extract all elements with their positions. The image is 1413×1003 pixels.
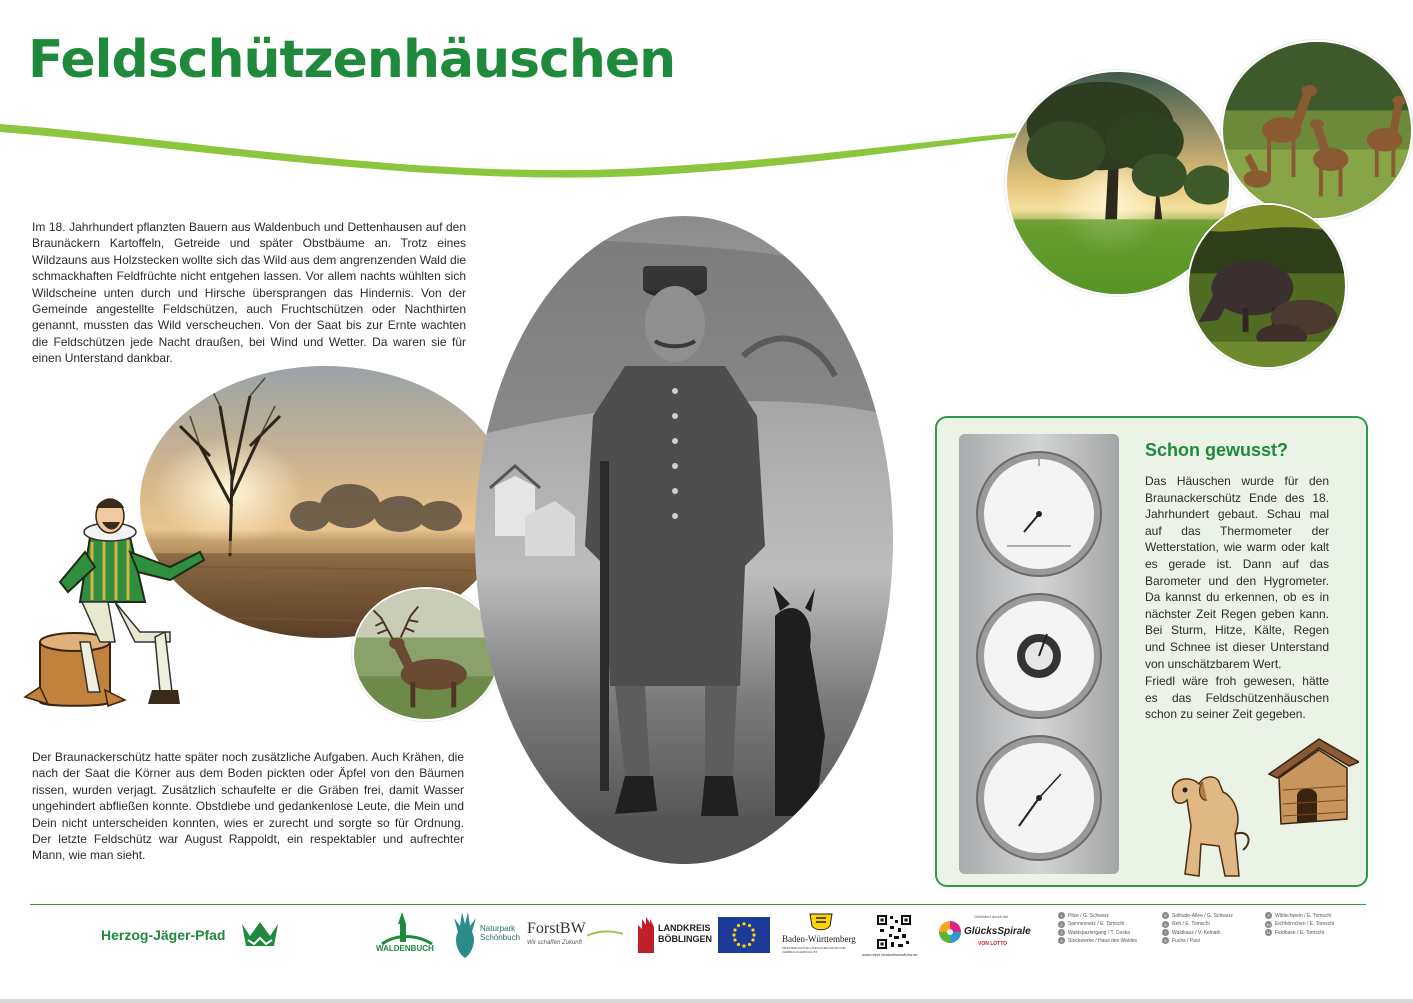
landkreis-boeblingen-logo [636, 915, 712, 955]
gluecksspirale-logo [938, 914, 1031, 954]
red-stag-photo [352, 587, 500, 721]
naturpark-logo-text-1: Naturpark [480, 924, 516, 933]
weather-station-photo [959, 434, 1119, 874]
duke-illustration [20, 492, 216, 712]
forstbw-logo [527, 920, 627, 952]
credit-item: 8 Fuchs / Paul [1162, 937, 1233, 945]
qr-code-logo [862, 914, 932, 960]
credit-item: 5 Solitude-Allee / G. Schwarz [1162, 912, 1233, 920]
landkreis-logo-text-2: BÖBLINGEN [658, 934, 712, 944]
naturpark-logo [450, 908, 530, 958]
bw-logo-subtext: MINISTERIUM FÜR LÄNDLICHEN RAUM UND VERBRAUCHERSCHUTZ [782, 946, 846, 954]
gluecksspirale-sub: VON LOTTO [978, 941, 1008, 947]
waldenbuch-logo-text: WALDENBUCH [376, 944, 434, 953]
credit-item: 4 Stockwerke / Haus des Waldes [1058, 937, 1137, 945]
gluecksspirale-text: GlücksSpirale [964, 926, 1031, 937]
credit-item: 10 Eichhörnchen / E. Tomschi [1266, 921, 1335, 928]
footer-divider [30, 904, 1366, 905]
bw-logo-text: Baden-Württemberg [782, 934, 856, 944]
bottom-edge-bar [0, 999, 1413, 1003]
did-you-know-box [935, 416, 1368, 887]
intro-paragraph: Im 18. Jahrhundert pflanzten Bauern aus Waldenbuch und Dettenhausen auf den Braunäckern Kartoffeln, Getreide und später Obstbäume an. Trotz eines Wildzauns aus Holzstecken wollte sich das Wild aus dem angrenzenden Wald die schmackhaften Feldfrüchte nicht entgehen lassen. Vor allem nachts wühlten sich Wildscheine unten durch und Hirsche übersprangen das Hindernis. Von der Gemeinde angestellte Feldschützen, auch Fruchtschützen oder Nachthirten genannt, mussten das Wild verscheuchen. Von der Saat bis zur Ernte wachten die Feldschützen jede Nacht draußen, bei Wind und Wetter. Da waren sie für einen Unterstand dankbar. [32, 220, 466, 366]
box-text-friedl: Friedl wäre froh gewesen, hätte es das Feldschützenhäuschen schon zu seiner Zeit gegeben. [1145, 674, 1329, 722]
forstbw-tagline: Wir schaffen Zukunft [527, 940, 582, 946]
credit-item: 7 Waldkauz / V. Kelnath [1162, 929, 1233, 937]
mepl-url: www.mepl.landwirtschaft-bw.de [862, 952, 918, 957]
naturpark-logo-text-2: Schönbuch [480, 933, 521, 942]
barometer-dial [977, 594, 1101, 718]
baden-wuerttemberg-logo [780, 912, 862, 958]
deer-family-photo [1221, 40, 1413, 220]
photo-credits-col-1 [1058, 912, 1137, 946]
hygrometer-dial [977, 736, 1101, 860]
photo-credits-col-3 [1265, 912, 1334, 937]
gluecksspirale-top: Gefördert durch die [974, 914, 1009, 919]
photo-credits-col-2 [1162, 912, 1233, 946]
box-title: Schon gewusst? [1145, 440, 1289, 460]
landkreis-logo-text-1: LANDKREIS [658, 923, 711, 933]
forstbw-logo-text: ForstBW [527, 920, 586, 937]
wild-boar-photo [1187, 203, 1347, 369]
dog-and-doghouse-illustration [1169, 734, 1359, 884]
waldenbuch-logo [372, 910, 440, 958]
second-paragraph: Der Braunackerschütz hatte später noch zusätzliche Aufgaben. Auch Krähen, die nach der Saat die Körner aus dem Boden pickten oder Äpfel von den Bäumen rissen, wurden verjagt. Zusätzlich schaufelte er die Gräben frei, damit Wasser ungehindert abfließen konnte. Obstdiebe und gedankenlose Leute, die Mein und Dein nicht unterscheiden konnten, wies er zurecht und sorgte so für Ordnung. Der letzte Feldschütz war August Rappoldt, ein respektabler und aufrechter Mann, wie man sieht. [32, 750, 464, 863]
credit-item: 2 Spinnennetz / E. Tomschi [1058, 920, 1137, 928]
page-title: Feldschützenhäuschen [28, 30, 676, 90]
credit-item: 9 Wildschwein / E. Tomschi [1265, 912, 1334, 920]
thermometer-dial [977, 452, 1101, 576]
credit-item: 3 Waldspaziergang / T. Ceska [1058, 929, 1137, 937]
field-guard-portrait-photo [475, 216, 893, 864]
crown-logo-icon [240, 920, 280, 948]
credit-item: 6 Reh / E. Tomschi [1162, 920, 1233, 928]
footer-brand: Herzog-Jäger-Pfad [101, 927, 226, 943]
eu-flag-logo [718, 917, 770, 953]
box-text: Das Häuschen wurde für den Braunackerschütz Ende des 18. Jahrhundert gebaut. Schau mal auf das Thermometer der Wetterstation, wie warm oder kalt es gerade ist. Dann auf das Barometer und den Hygrometer. Da kannst du erkennen, ob es in nächster Zeit Regen geben kann. Bei Sturm, Hitze, Kälte, Regen und Schnee ist dieser Unterstand von unschätzbarem Wert. [1145, 474, 1329, 671]
green-swoosh [0, 110, 1030, 180]
credit-item: 1 Pilze / G. Schwarz [1058, 912, 1137, 920]
credit-item: 11 Feldhase / E. Tomschi [1266, 929, 1325, 936]
